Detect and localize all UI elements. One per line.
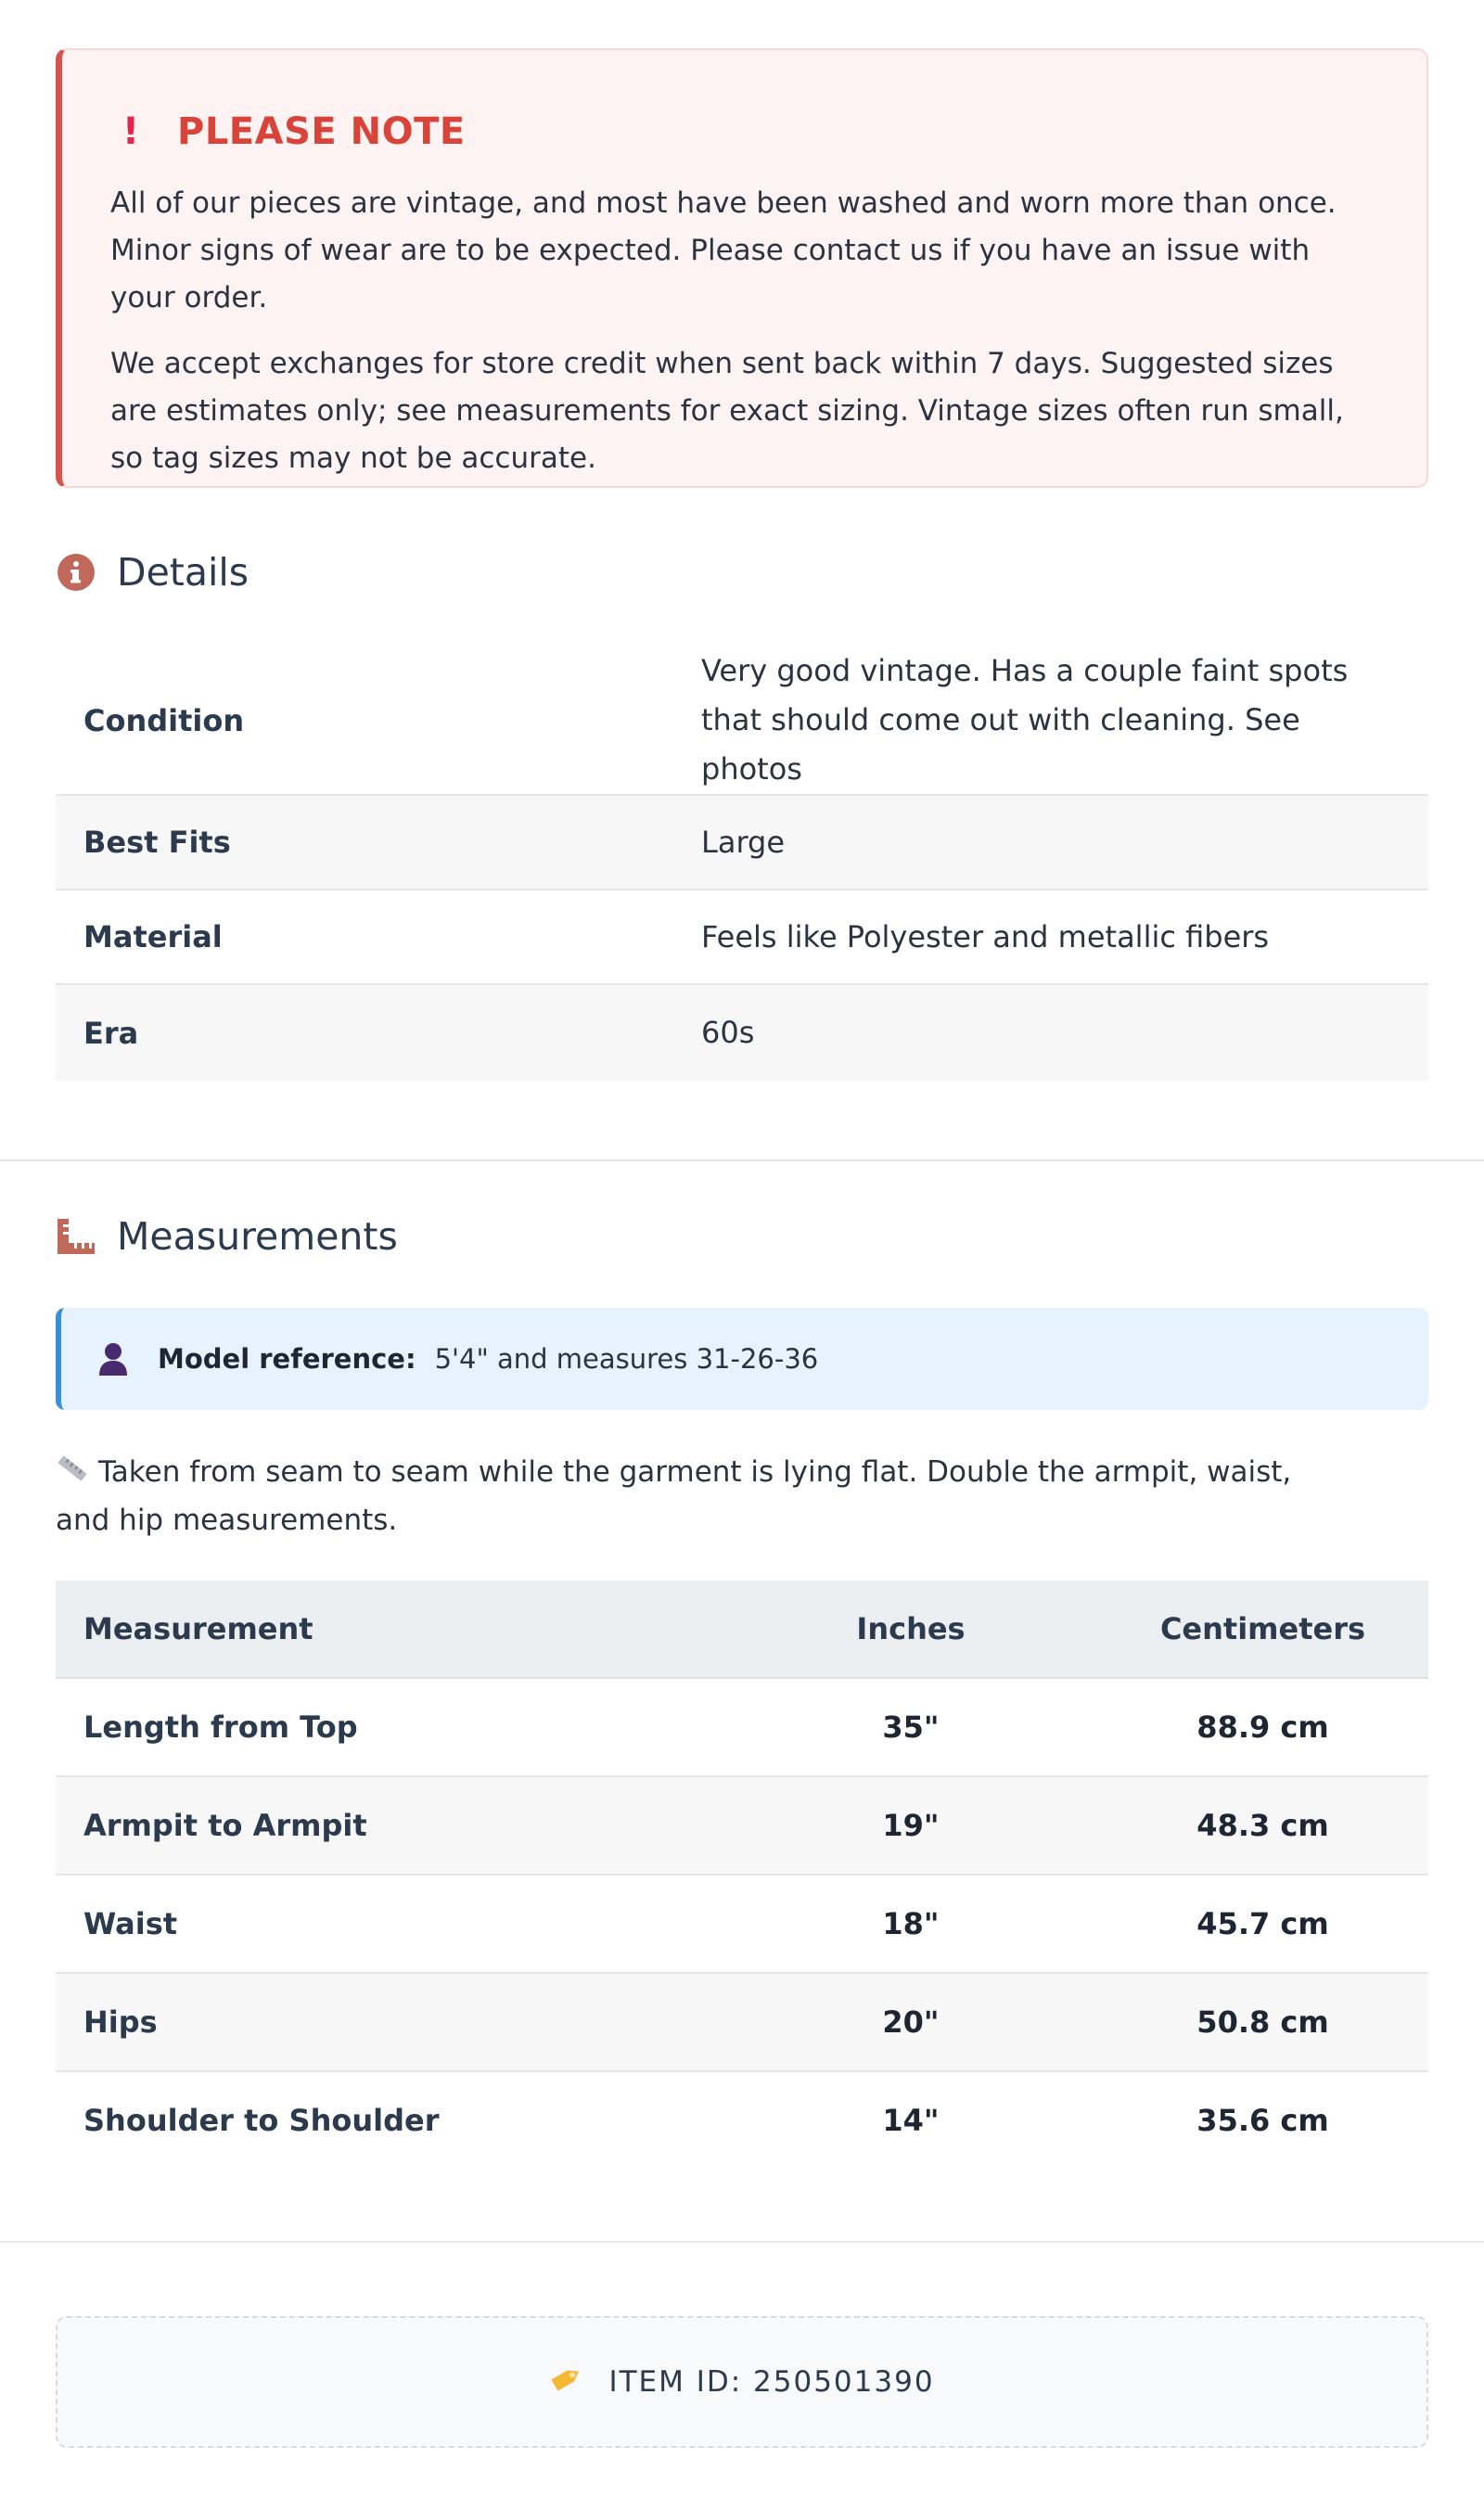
model-reference-label: Model reference:	[158, 1343, 416, 1375]
detail-label: Best Fits	[83, 825, 231, 860]
column-header-centimeters: Centimeters	[1097, 1581, 1428, 1678]
tag-icon	[549, 2363, 584, 2401]
detail-value: Feels like Polyester and metallic fibers	[701, 918, 1270, 954]
detail-label: Material	[83, 919, 223, 954]
measurement-name: Waist	[56, 1875, 724, 1973]
measurement-inches: 14"	[882, 2103, 940, 2138]
model-reference-value: 5'4" and measures 31-26-36	[434, 1343, 819, 1375]
exclamation-icon: !	[122, 110, 140, 153]
please-note-paragraph-1: All of our pieces are vintage, and most have been washed and worn more than once. Minor signs of wear are to be expected. Please contact us if you have an issue with your order.	[110, 186, 1337, 314]
table-row	[56, 1973, 1428, 2071]
details-table	[56, 647, 1428, 1081]
item-id-box	[56, 2316, 1428, 2448]
details-title: Details	[117, 550, 249, 595]
ruler-icon	[56, 1450, 89, 1497]
person-icon	[96, 1340, 130, 1377]
please-note-paragraph-2: We accept exchanges for store credit when sent back within 7 days. Suggested sizes are estimates only; see measurements for exact sizing. Vintage sizes often run small, so tag sizes may not be accurate.	[110, 347, 1344, 475]
table-row	[56, 1875, 1428, 1973]
measurement-name: Shoulder to Shoulder	[83, 2103, 440, 2138]
section-divider	[0, 2241, 1484, 2243]
measurement-inches: 35"	[724, 1678, 1097, 1776]
item-id-text: ITEM ID: 250501390	[608, 2365, 935, 2399]
measurement-cm: 50.8 cm	[1097, 1973, 1428, 2071]
table-row	[56, 795, 1428, 890]
column-header-measurement: Measurement	[56, 1581, 724, 1678]
info-circle-icon	[56, 552, 96, 593]
measurement-inches: 20"	[724, 1973, 1097, 2071]
table-row	[56, 1678, 1428, 1776]
measurement-cm: 45.7 cm	[1097, 1875, 1428, 1973]
please-note-box	[56, 48, 1428, 488]
model-reference-box	[56, 1308, 1428, 1410]
table-header-row	[56, 1581, 1428, 1678]
detail-value: Large	[701, 824, 786, 860]
measurement-inches: 18"	[724, 1875, 1097, 1973]
measurement-instructions	[56, 1449, 1354, 1544]
measurements-heading	[56, 1214, 398, 1259]
detail-label: Era	[83, 1015, 139, 1051]
table-row	[56, 1776, 1428, 1875]
detail-label: Condition	[83, 702, 245, 738]
please-note-title: PLEASE NOTE	[177, 110, 466, 153]
table-row	[56, 890, 1428, 984]
column-header-inches: Inches	[724, 1581, 1097, 1678]
measurements-table	[56, 1581, 1428, 2169]
measurement-cm: 35.6 cm	[1196, 2103, 1329, 2138]
table-row	[56, 2071, 1428, 2169]
measurement-cm: 48.3 cm	[1097, 1776, 1428, 1875]
ruler-combined-icon	[56, 1216, 96, 1257]
measurement-inches: 19"	[724, 1776, 1097, 1875]
detail-value: Very good vintage. Has a couple faint spots that should come out with cleaning. See photos	[701, 653, 1349, 787]
please-note-header	[110, 106, 1380, 158]
measurement-name: Hips	[56, 1973, 724, 2071]
measurement-note-text: Taken from seam to seam while the garment is lying flat. Double the armpit, waist, and hip measurements.	[56, 1455, 1292, 1537]
detail-value: 60s	[701, 1015, 755, 1050]
section-divider	[0, 1159, 1484, 1161]
measurement-name: Armpit to Armpit	[56, 1776, 724, 1875]
measurement-name: Length from Top	[56, 1678, 724, 1776]
measurements-title: Measurements	[117, 1214, 398, 1259]
table-row	[56, 647, 1428, 795]
measurement-cm: 88.9 cm	[1097, 1678, 1428, 1776]
details-heading	[56, 550, 249, 595]
table-row	[56, 984, 1428, 1081]
